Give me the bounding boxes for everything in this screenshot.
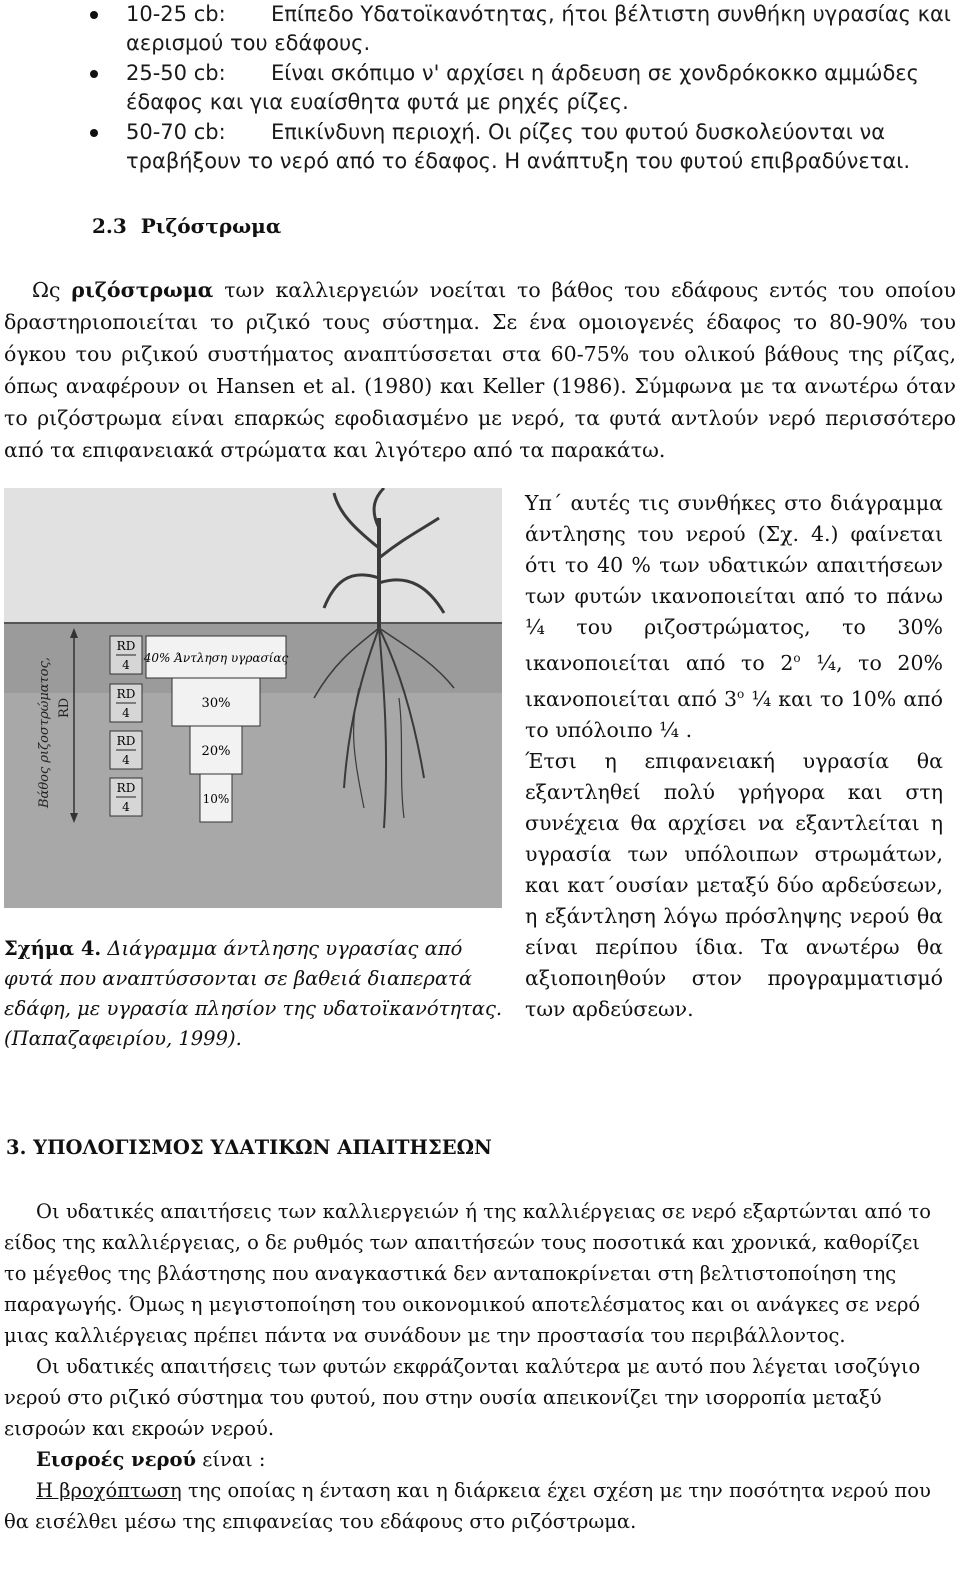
range-description: Επικίνδυνη περιοχή. Οι ρίζες του φυτού δυσκολεύονται να τραβήξουν το νερό από το έδαφος. Η ανάπτυξη του φυτού επιβραδύνεται. <box>126 120 911 173</box>
side-text-part: ¼, το 20% ικανοποιείται από 3 <box>525 650 943 711</box>
list-item <box>78 59 958 117</box>
layer-value: 10% <box>202 792 230 806</box>
range-description: Επίπεδο Υδατοϊκανότητας, ήτοι βέλτιστη συνθήκη υγρασίας και αερισμού του εδάφους. <box>126 2 951 55</box>
rd-label: RD <box>116 687 136 701</box>
ordinal-superscript: ο <box>737 686 745 701</box>
paragraph-lead: Ως <box>32 278 61 302</box>
side-text-part: ¼ και το 10% από το υπόλοιπο ¼ . <box>525 686 943 742</box>
figure-illustration <box>4 488 502 908</box>
tension-range: 50-70 cb: <box>126 120 226 144</box>
side-text-part: Υπ΄ αυτές τις συνθήκες στο διάγραμμα άντλησης του νερού (Σχ. 4.) φαίνεται ότι το 40 % των υδατικών απαιτήσεων των φυτών ικανοποιείται από το πάνω ¼ του ριζοστρώματος, το 30% ικανοποιείται από το 2 <box>525 491 943 675</box>
section-number: 2.3 <box>92 214 127 238</box>
paragraph-body: Οι υδατικές απαιτήσεις των καλλιεργειών ή της καλλιέργειας σε νερό εξαρτώνται από το είδος της καλλιέργειας, ο δε ρυθμός των απαιτήσεών τους ποσοτικά και χρονικά, καθορίζει το μέγεθος της βλάστησης που αναγκαστικά δεν ανταποκρίνεται στη βελτιστοποίηση της παραγωγής. Όμως η μεγιστοποίηση του οικονομικού αποτελέσματος και οι ανάγκες σε νερό μιας καλλιέργειας πρέπει πάντα να συνάδουν με την προστασία του περιβάλλοντος. <box>4 1200 931 1347</box>
layer-value: 40% Άντληση υγρασίας <box>143 651 289 665</box>
rd-label: RD <box>116 639 136 653</box>
rd-label: RD <box>116 781 136 795</box>
figure-side-text <box>525 488 943 1025</box>
tension-range: 25-50 cb: <box>126 61 226 85</box>
paragraph-body: είναι : <box>196 1448 266 1471</box>
tension-range: 10-25 cb: <box>126 2 226 26</box>
figure-sky <box>4 488 502 623</box>
rd-denominator: 4 <box>122 706 130 720</box>
range-description: Είναι σκόπιμο ν' αρχίσει η άρδευση σε χονδρόκοκκο αμμώδες έδαφος και για ευαίσθητα φυτά με ρηχές ρίζες. <box>126 61 919 114</box>
section-heading <box>92 214 281 238</box>
caption-text: Διάγραμμα άντλησης υγρασίας από φυτά που αναπτύσσονται σε βαθειά διαπερατά εδάφη, με υγρασία πλησίον της υδατοϊκανότητας. (Παπαζαφειρίου, 1999). <box>4 937 503 1050</box>
bold-term: Εισροές νερού <box>36 1448 197 1471</box>
water-requirements-text <box>4 1196 948 1537</box>
rootzone-paragraph <box>4 274 956 466</box>
caption-label: Σχήμα 4. <box>4 937 102 960</box>
chapter-heading: 3. ΥΠΟΛΟΓΙΣΜΟΣ ΥΔΑΤΙΚΩΝ ΑΠΑΙΤΗΣΕΩΝ <box>6 1136 492 1159</box>
moisture-levels-list <box>78 0 958 177</box>
paragraph-body: της οποίας η ένταση και η διάρκεια έχει σχέση με την ποσότητα νερού που θα εισέλθει μέσω της επιφανείας του εδάφους στο ριζόστρωμα. <box>4 1479 931 1533</box>
paragraph-body: των καλλιεργειών νοείται το βάθος του εδάφους εντός του οποίου δραστηριοποιείται το ριζικό τους σύστημα. Σε ένα ομοιογενές έδαφος το 80-90% του όγκου του ριζικού συστήματος αναπτύσσεται στα 60-75% του ολικού βάθους της ρίζας, όπως αναφέρουν οι Hansen et al. (1980) και Keller (1986). Σύμφωνα με τα ανωτέρω όταν το ριζόστρωμα είναι επαρκώς εφοδιασμένο με νερό, τα φυτά αντλούν νερό περισσότερο από τα επιφανειακά στρώματα και λιγότερο από τα παρακάτω. <box>4 278 956 462</box>
section-title: Ριζόστρωμα <box>140 214 282 238</box>
layer-value: 30% <box>201 696 231 711</box>
list-item <box>78 118 958 176</box>
figure-caption <box>4 934 504 1054</box>
rd-denominator: 4 <box>122 800 130 814</box>
layer-value: 20% <box>201 744 231 759</box>
rd-denominator: 4 <box>122 658 130 672</box>
bold-term: ριζόστρωμα <box>71 278 214 302</box>
list-item <box>78 0 958 58</box>
moisture-extraction-figure <box>4 488 502 908</box>
bullet-icon <box>90 129 98 137</box>
side-text-part: Έτσι η επιφανειακή υγρασία θα εξαντληθεί πολύ γρήγορα και στη συνέχεια θα αρχίσει να εξαντλείται η υγρασία των υπόλοιπων στρωμάτων, και κατ΄ουσίαν μεταξύ δύο αρδεύσεων, η εξάντληση λόγω πρόσληψης νερού θα είναι περίπου ίδια. Τα ανωτέρω θα αξιοποιηθούν στον προγραμματισμό των αρδεύσεων. <box>525 748 943 1021</box>
ordinal-superscript: ο <box>793 651 801 665</box>
paragraph-body: Οι υδατικές απαιτήσεις των φυτών εκφράζονται καλύτερα με αυτό που λέγεται ισοζύγιο νερού στο ριζικό σύστημα του φυτού, που στην ουσία απεικονίζει την ισορροπία μεταξύ εισροών και εκροών νερού. <box>4 1355 921 1440</box>
rd-denominator: 4 <box>122 753 130 767</box>
bullet-icon <box>90 11 98 19</box>
underlined-term: Η βροχόπτωση <box>36 1479 182 1502</box>
rd-label: RD <box>116 734 136 748</box>
depth-axis-unit: RD <box>57 697 72 718</box>
bullet-icon <box>90 70 98 78</box>
depth-axis-label: Βάθος ριζοστρώματος, <box>37 657 52 808</box>
